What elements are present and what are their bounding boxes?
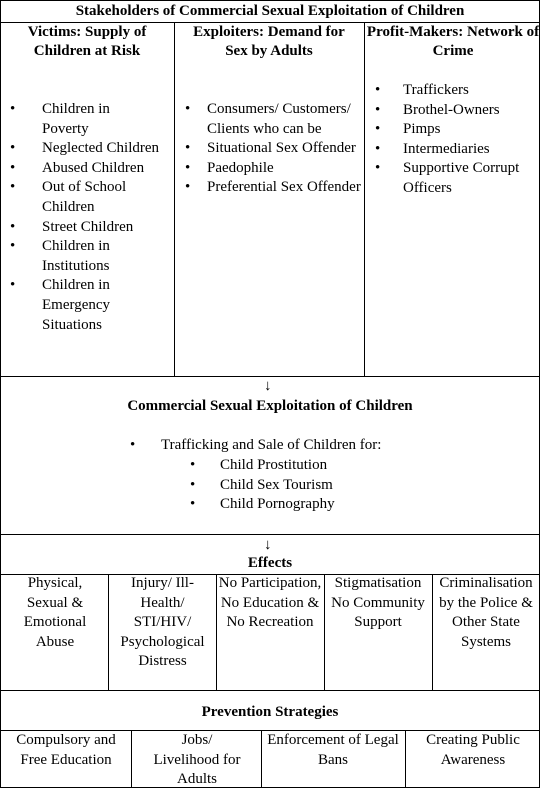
list-item: • Traffickers xyxy=(365,81,539,101)
list-item: • Consumers/ Customers/ Clients who can be xyxy=(175,100,363,139)
divider xyxy=(0,690,540,691)
prevention-cell: Creating Public Awareness xyxy=(426,732,520,768)
effects-heading: Effects xyxy=(247,555,293,571)
bullet-icon: • xyxy=(130,437,136,453)
cse-heading: Commercial Sexual Exploitation of Children xyxy=(127,398,413,414)
list-item: • Pimps xyxy=(365,120,539,140)
victims-list xyxy=(0,100,160,335)
list-item: • Child Prostitution xyxy=(180,456,400,476)
divider xyxy=(0,534,540,535)
divider xyxy=(216,574,217,690)
prevention-heading: Prevention Strategies xyxy=(201,704,339,720)
list-item: • Children in Poverty xyxy=(0,100,160,139)
divider xyxy=(405,730,406,788)
list-item: • Child Pornography xyxy=(180,495,400,515)
cse-list xyxy=(180,456,400,515)
list-item: • Street Children xyxy=(0,218,160,238)
effect-cell: Stigmatisation No Community Support xyxy=(331,575,425,631)
exploiters-heading: Exploiters: Demand for Sex by Adults xyxy=(193,24,345,59)
divider xyxy=(174,22,175,376)
list-item: • Paedophile xyxy=(175,159,363,179)
divider xyxy=(261,730,262,788)
effect-cell: No Participation, No Education & No Recreation xyxy=(218,575,322,631)
list-item: • Intermediaries xyxy=(365,140,539,160)
down-arrow-icon: ↓ xyxy=(264,537,272,553)
divider xyxy=(364,22,365,376)
down-arrow-icon: ↓ xyxy=(264,378,272,394)
victims-heading: Victims: Supply of Children at Risk xyxy=(27,24,147,59)
divider xyxy=(0,376,540,377)
list-item: • Out of School Children xyxy=(0,178,160,217)
list-item: • Abused Children xyxy=(0,159,160,179)
effect-cell: Injury/ Ill-Health/ STI/HIV/ Psychological Distress xyxy=(120,575,205,670)
prevention-cell: Compulsory and Free Education xyxy=(16,732,116,768)
cse-lead-text: Trafficking and Sale of Children for: xyxy=(161,437,382,453)
exploiters-list xyxy=(175,100,363,198)
profit-makers-heading: Profit-Makers: Network of Crime xyxy=(366,24,540,59)
divider xyxy=(324,574,325,690)
effect-cell: Criminalisation by the Police & Other State Systems xyxy=(439,575,533,650)
list-item: • Neglected Children xyxy=(0,139,160,159)
list-item: • Children in Institutions xyxy=(0,237,160,276)
list-item: • Children in Emergency Situations xyxy=(0,276,160,335)
effect-cell: Physical, Sexual & Emotional Abuse xyxy=(23,575,87,650)
diagram-title: Stakeholders of Commercial Sexual Exploitation of Children xyxy=(75,3,465,19)
list-item: • Situational Sex Offender xyxy=(175,139,363,159)
list-item: • Supportive Corrupt Officers xyxy=(365,159,539,198)
list-item: • Preferential Sex Offender xyxy=(175,178,363,198)
divider xyxy=(108,574,109,690)
profit-makers-list xyxy=(365,81,539,199)
list-item: • Brothel-Owners xyxy=(365,101,539,121)
prevention-cell: Jobs/ Livelihood for Adults xyxy=(153,732,241,788)
divider xyxy=(131,730,132,788)
list-item: • Child Sex Tourism xyxy=(180,476,400,496)
prevention-cell: Enforcement of Legal Bans xyxy=(267,732,399,768)
